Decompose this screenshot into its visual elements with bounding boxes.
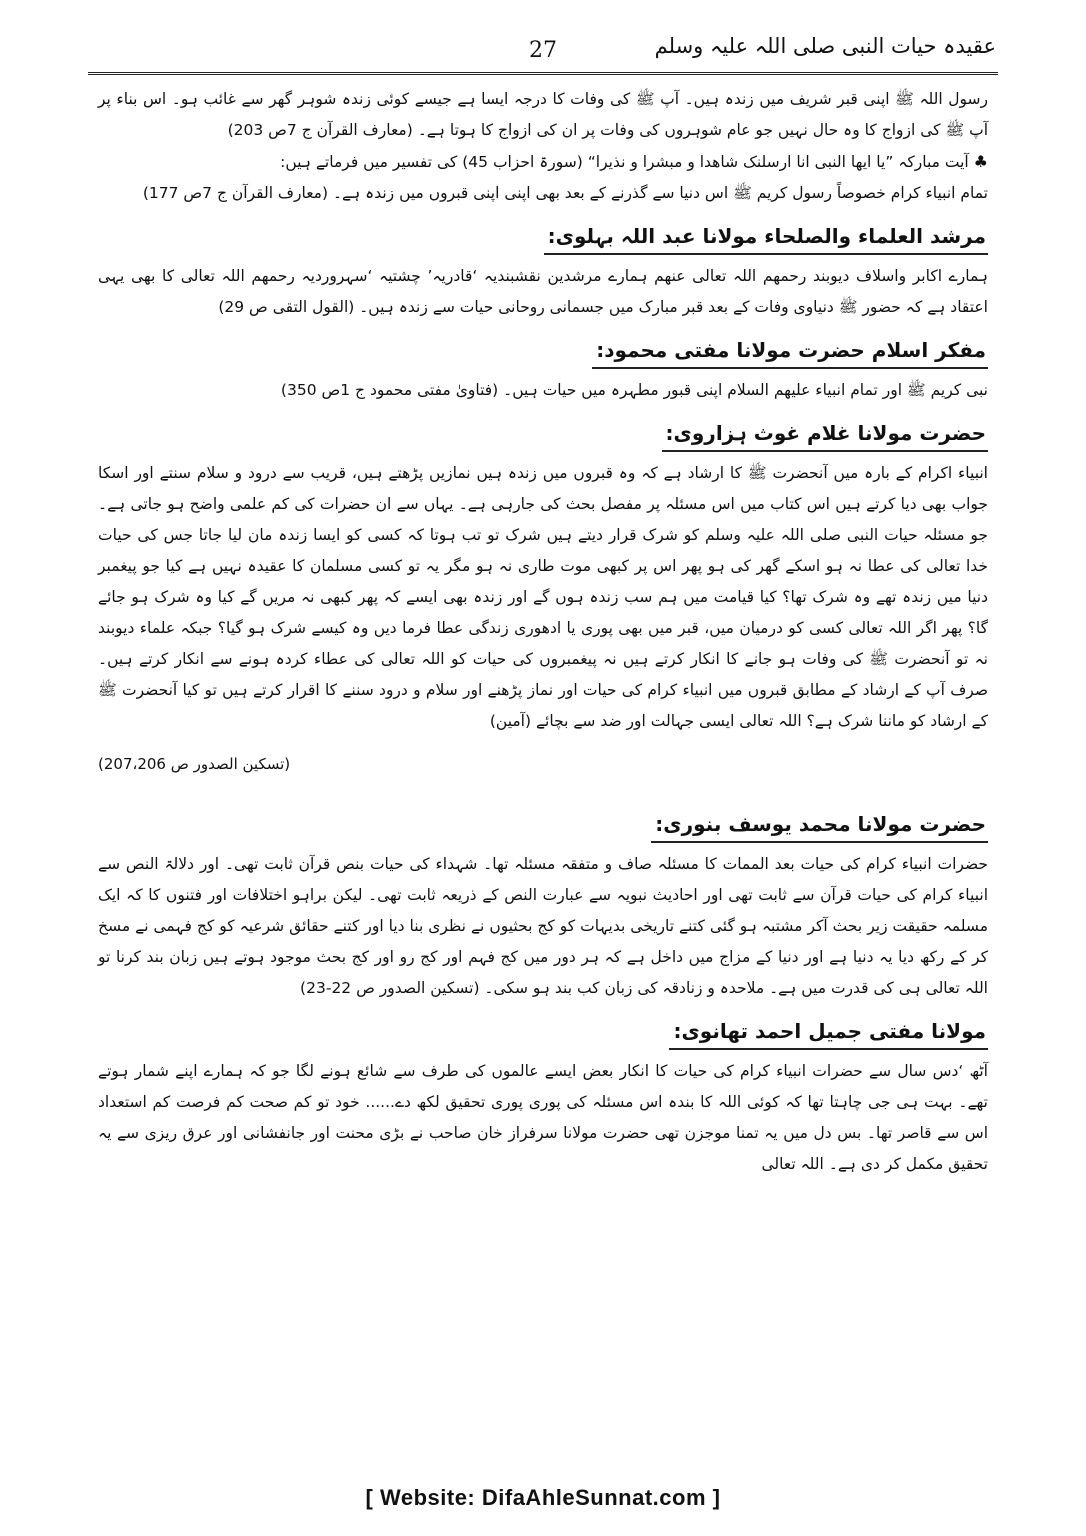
header-rule	[88, 72, 998, 75]
intro-paragraph-2	[98, 146, 988, 178]
running-title: عقیدہ حیات النبی صلی اللہ علیہ وسلم	[654, 34, 996, 58]
intro-paragraph-2-text: آیت مبارکہ ”یا ایھا النبی انا ارسلنک شاھدا و مبشرا و نذیرا“ (سورۃ احزاب 45) کی تفسیر میں فرماتے ہیں:	[280, 153, 969, 171]
section-heading: مولانا مفتی جمیل احمد تھانوی:	[669, 1014, 988, 1050]
section-text: انبیاء اکرام کے بارہ میں آنحضرت ﷺ کا ارشاد ہے کہ وہ قبروں میں زندہ ہیں نمازیں پڑھتے ہیں، قریب سے درود و سلام سنتے اور اسکا جواب بھی دیا کرتے ہیں اس کتاب میں اس مسئلہ پر مفصل بحث کی جارہی ہے۔ یہاں سے ان حضرات کی کم علمی واضح ہو جاتی ہے۔ جو مسئلہ حیات النبی صلی اللہ علیہ وسلم کو شرک قرار دیتے ہیں شرک تو تب ہوتا کہ کسی کو ایسا زندہ مان لیا جاتا جس کی حیات خدا تعالی کی عطا نہ ہو اسکے گھر کی ہو پھر اس پر کبھی موت طاری نہ ہو مگر یہ تو کسی مسلمان کا عقیدہ نہیں ہے کیا جو پیغمبر دنیا میں زندہ تھے وہ شرک تھا؟ کیا قیامت میں ہم سب زندہ ہوں گے اور زندہ بھی ایسے کہ پھر کبھی نہ مریں گے کیا وہ شرک ہو جائے گا؟ پھر اگر اللہ تعالی کسی کو درمیان میں، قبر میں بھی پوری یا ادھوری زندگی عطا فرما دیں وہ کیسے شرک ہو گیا؟ جبکہ علماء دیوبند نہ تو آنحضرت ﷺ کی وفات ہو جانے کا انکار کرتے ہیں نہ پیغمبروں کی حیات کو اللہ تعالی کی عطاء کردہ ہونے سے انکار کرتے ہیں۔ صرف آپ کے ارشاد کے مطابق قبروں میں انبیاء کرام کی حیات اور نماز پڑھنے اور سلام و درود سننے کا اقرار کرتے ہیں تو کیا آنحضرت ﷺ کے ارشاد کو ماننا شرک ہے؟ اللہ تعالی ایسی جہالت اور ضد سے بچائے (آمین)	[98, 464, 988, 730]
spacer	[98, 779, 988, 797]
section-jameel-thanvi	[98, 1008, 988, 1180]
page-body	[98, 84, 988, 1180]
page-number: 27	[529, 38, 557, 63]
section-heading: حضرت مولانا غلام غوث ہزاروی:	[662, 416, 988, 452]
intro-paragraph-3: تمام انبیاء کرام خصوصاً رسول کریم ﷺ اس دنیا سے گذرنے کے بعد بھی اپنی اپنی قبروں میں زندہ ہے۔ (معارف القرآن ج 7ص 177)	[142, 184, 988, 202]
section-text: ہمارے اکابر واسلاف دیوبند رحمھم اللہ تعالی عنھم ہمارے مرشدین نقشبندیہ ‘قادریہ’ چشتیہ ‘سہروردیہ رحمھم اللہ تعالی کا بھی یہی اعتقاد ہے کہ حضور ﷺ دنیاوی وفات کے بعد قبر مبارک میں جسمانی روحانی حیات سے زندہ ہیں۔ (القول التقی ص 29)	[98, 267, 988, 316]
section-text: آٹھ ‘دس سال سے حضرات انبیاء کرام کی حیات کا انکار بعض ایسے عالموں کی طرف سے شائع ہونے لگا جو کہ ہمارے اپنے شمار ہوتے تھے۔ بہت ہی جی چاہتا تھا کہ کوئی اللہ کا بندہ اس مسئلہ کی پوری پوری تحقیق لکھ دے...... خود تو کم صحت کم فرصت کم استعداد اس سے قاصر تھا۔ بس دل میں یہ تمنا موجزن تھی حضرت مولانا سرفراز خان صاحب نے بڑی محنت اور جانفشانی اور عرق ریزی سے یہ تحقیق مکمل کر دی ہے۔ اللہ تعالی	[98, 1062, 988, 1173]
section-ghulam-ghaus	[98, 410, 988, 779]
website-footer: [ Website: DifaAhleSunnat.com ]	[365, 1485, 721, 1510]
section-heading: مرشد العلماء والصلحاء مولانا عبد اللہ بہلوی:	[544, 219, 988, 255]
section-bahlavi	[98, 213, 988, 323]
section-yusuf-banori	[98, 801, 988, 1004]
section-text: نبی کریم ﷺ اور تمام انبیاء علیھم السلام اپنی قبور مطہرہ میں حیات ہیں۔ (فتاویٰ مفتی محمود ج 1ص 350)	[280, 381, 988, 399]
section-reference: (تسکین الصدور ص 207،206)	[98, 755, 291, 773]
intro-paragraph-1: رسول اللہ ﷺ اپنی قبر شریف میں زندہ ہیں۔ آپ ﷺ کی وفات کا درجہ ایسا ہے جیسے کوئی زندہ شوہر گھر سے غائب ہو۔ اس بناء پر آپ ﷺ کی ازواج کا وہ حال نہیں جو عام شوہروں کی وفات پر ان کی ازواج کا ہوتا ہے۔ (معارف القرآن ج 7ص 203)	[98, 90, 988, 139]
section-heading: حضرت مولانا محمد یوسف بنوری:	[651, 807, 988, 843]
section-mufti-mahmood	[98, 327, 988, 406]
section-text: حضرات انبیاء کرام کی حیات بعد الممات کا مسئلہ صاف و متفقہ مسئلہ تھا۔ شہداء کی حیات بنص قرآن ثابت تھی۔ اور دلالۃ النص سے انبیاء کرام کی حیات قرآن سے ثابت تھی اور احادیث نبویہ سے عبارت النص کے ذریعہ ثابت تھی۔ لیکن براہو اختلافات اور فتنوں کا کہ ایک مسلمہ حقیقت زیر بحث آکر مشتبہ ہو گئی کتنے تاریخی بدیہات کو کج بحثیوں نے نظری بنا دیا اور کتنے حقائق شرعیہ کو کج فہمی نے مسخ کر کے رکھ دیا یہ دنیا ہے اور دنیا کے مزاج میں داخل ہے کہ ہر دور میں کج فہم اور کج رو اور کج بحث موجود ہوتے ہیں زبان بند کرنا تو اللہ تعالی ہی کی قدرت میں ہے۔ ملاحدہ و زنادقہ کی زبان کب بند ہو سکی۔ (تسکین الصدور ص 22-23)	[98, 855, 988, 997]
page-header	[90, 28, 996, 70]
club-bullet-icon: ♣	[973, 152, 988, 171]
section-heading: مفکر اسلام حضرت مولانا مفتی محمود:	[592, 333, 988, 369]
